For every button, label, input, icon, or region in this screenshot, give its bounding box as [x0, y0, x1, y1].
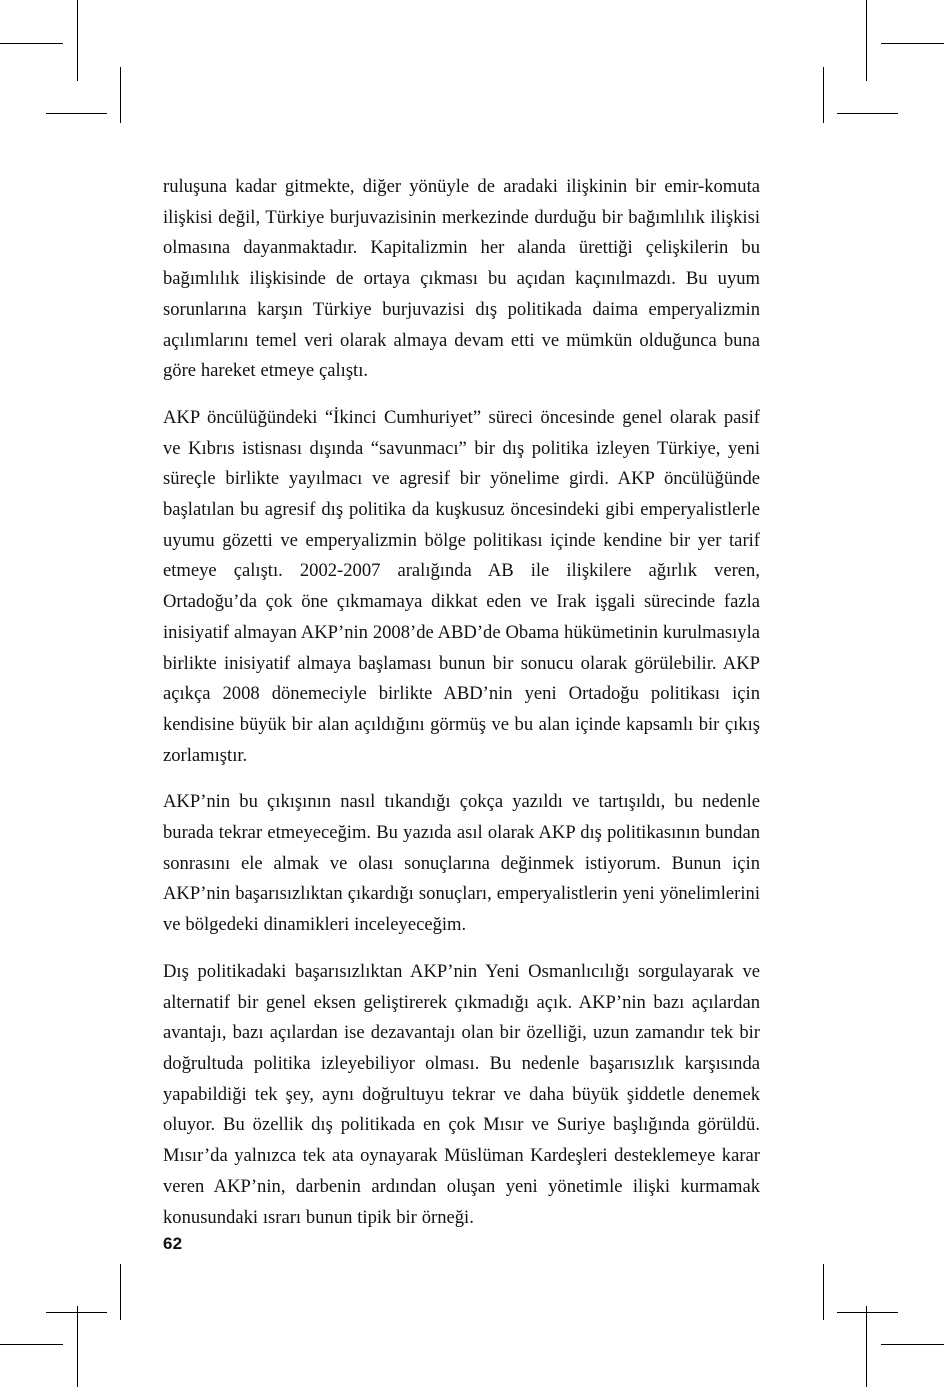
crop-mark-bottom-right-horizontal-inner [837, 1312, 898, 1313]
crop-mark-bottom-left-vertical-outer [77, 1306, 78, 1387]
paragraph-1: ruluşuna kadar gitmekte, diğer yönüyle de aradaki ilişkinin bir emir-komuta ilişkisi değil, Türkiye burjuvazisinin merkezinde durduğu bir bağımlılık ilişkisi olmasına dayanmaktadır. Kapitalizmin her alanda ürettiği çelişkilerin bu bağımlılık ilişkisinde de ortaya çıkması bu açıdan kaçınılmazdı. Bu uyum sorunlarına karşın Türkiye burjuvazisi dış politikada daima emperyalizmin açılımlarını temel veri olarak almaya devam etti ve mümkün olduğunca buna göre hareket etmeye çalıştı. [163, 176, 760, 382]
crop-mark-bottom-right-vertical-outer [866, 1306, 867, 1387]
crop-mark-bottom-left-horizontal-outer [0, 1344, 63, 1345]
crop-mark-top-left-horizontal-outer [0, 43, 63, 44]
crop-mark-top-right-vertical-outer [866, 0, 867, 81]
crop-mark-bottom-right-horizontal-outer [881, 1344, 944, 1345]
crop-mark-top-left-horizontal-inner [46, 113, 107, 114]
paragraph-3: AKP’nin bu çıkışının nasıl tıkandığı çokça yazıldı ve tartışıldı, bu nedenle burada tekrar etmeyeceğim. Bu yazıda asıl olarak AKP dış politikasının bundan sonrasını ele almak ve olası sonuçlarına değinmek istiyorum. Bunun için AKP’nin başarısızlıktan çıkardığı sonuçları, emperyalistlerin yeni yönelimlerini ve bölgedeki dinamikleri inceleyeceğim. [163, 791, 760, 936]
crop-mark-top-right-horizontal-outer [881, 43, 944, 44]
crop-mark-bottom-right-vertical-inner [823, 1264, 824, 1320]
paragraph-2: AKP öncülüğündeki “İkinci Cumhuriyet” süreci öncesinde genel olarak pasif ve Kıbrıs istisnası dışında “savunmacı” bir dış politika izleyen Türkiye, yeni süreçle birlikte yayılmacı ve agresif bir yönelime girdi. AKP öncülüğünde başlatılan bu agresif dış politika da kuşkusuz öncesindeki gibi emperyalistlerle uyumu gözetti ve emperyalizmin bölge politikası içinde kendine bir yer tarif etmeye çalıştı. 2002-2007 aralığında AB ile ilişkilere ağırlık veren, Ortadoğu’da çok öne çıkmamaya dikkat eden ve Irak işgali sürecinde fazla inisiyatif almayan AKP’nin 2008’de ABD’de Obama hükümetinin kurulmasıyla birlikte inisiyatif almaya başlaması bunun bir sonucu olarak görülebilir. AKP açıkça 2008 dönemeciyle birlikte ABD’nin yeni Ortadoğu politikası için kendisine büyük bir alan açıldığını görmüş ve bu alan içinde kapsamlı bir çıkış zorlamıştır. [163, 406, 760, 766]
crop-mark-top-right-vertical-inner [823, 67, 824, 123]
crop-mark-bottom-left-horizontal-inner [46, 1312, 107, 1313]
body-text-column [163, 172, 760, 1233]
crop-mark-top-left-vertical-outer [77, 0, 78, 81]
page-number: 62 [163, 1234, 183, 1253]
crop-mark-top-left-vertical-inner [120, 67, 121, 123]
crop-mark-top-right-horizontal-inner [837, 113, 898, 114]
paragraph-4: Dış politikadaki başarısızlıktan AKP’nin Yeni Osmanlıcılığı sorgulayarak ve alternatif bir genel eksen geliştirerek çıkmadığı açık. AKP’nin bazı açılardan avantajı, bazı açılardan ise dezavantajı olan bir özelliği, uzun zamandır tek bir doğrultuda politika izleyebiliyor olması. Bu nedenle başarısızlık karşısında yapabildiği tek şey, aynı doğrultuyu tekrar ve daha büyük şiddetle denemek oluyor. Bu özellik dış politikada en çok Mısır ve Suriye başlığında görüldü. Mısır’da yalnızca tek ata oynayarak Müslüman Kardeşleri desteklemeye karar veren AKP’nin, darbenin ardından oluşan yeni yönetimle ilişki kurmamak konusundaki ısrarı bunun tipik bir örneği. [163, 960, 760, 1228]
crop-mark-bottom-left-vertical-inner [120, 1264, 121, 1320]
